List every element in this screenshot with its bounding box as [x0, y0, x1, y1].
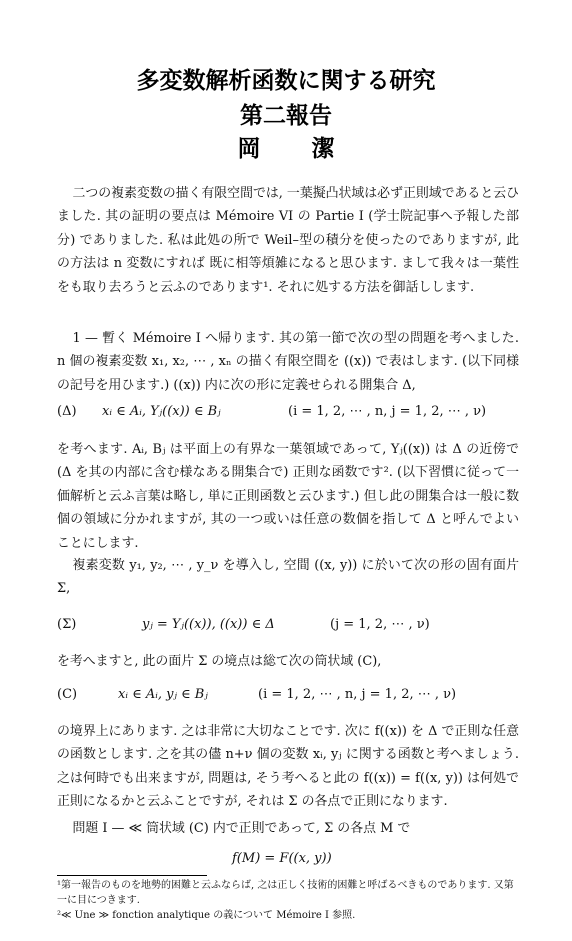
equation-c-body: xᵢ ∈ Aᵢ, yⱼ ∈ Bⱼ	[118, 687, 208, 702]
paragraph-problem-1: 問題 I — ≪ 筒状域 (C) 内で正則であって, Σ の各点 M で	[72, 821, 411, 836]
footnote-1: ¹第一報告のものを地勢的困難と云ふならば, 之は正しく技術的困難と呼ばるべきものであります. 又第一に目につきます.	[57, 880, 514, 906]
equation-sigma-body: yⱼ = Yⱼ((x)), ((x)) ∈ Δ	[142, 617, 275, 632]
paragraph-delta-description: を考へます. Aᵢ, Bⱼ は平面上の有界な一葉領域であって, Yⱼ((x)) は Δ の近傍で (Δ を其の内部に含む様なある開集合で) 正則な函数です². (以下習慣に従って一価解析と云ふ言葉は略し, 単に正則函数と云ひます.) 但し此の開集合は一般に数個の領域に分かれますが, 其の一つ或いは任意の数個を指して Δ と呼んでよいことにします.	[57, 442, 519, 551]
report-subtitle: 第二報告	[240, 103, 332, 129]
equation-sigma-range: (j = 1, 2, ⋯ , ν)	[330, 617, 430, 632]
equation-delta-range: (i = 1, 2, ⋯ , n, j = 1, 2, ⋯ , ν)	[288, 404, 487, 419]
equation-c-range: (i = 1, 2, ⋯ , n, j = 1, 2, ⋯ , ν)	[258, 687, 457, 702]
paragraph-new-variables: 複素変数 y₁, y₂, ⋯ , y_ν を導入し, 空間 ((x, y)) に於いて次の形の固有面片 Σ,	[57, 558, 519, 597]
equation-f-of-m: f(M) = F((x, y))	[232, 851, 332, 866]
equation-c-label: (C)	[57, 687, 78, 702]
paragraph-regularity: の境界上にあります. 之は非常に大切なことです. 次に f((x)) を Δ で正則な任意の函数とします. 之を其の儘 n+ν 個の変数 xᵢ, yⱼ に関する函数と考へましょう. 之は何時でも出来ますが, 問題は, そう考へると此の f((x)) = f((x, y)) は何処で正則になるかと云ふことですが, それは Σ の各点で正則になります.	[57, 724, 519, 810]
author-name: 岡 潔	[237, 136, 349, 162]
footnote-2: ²≪ Une ≫ fonction analytique の義について Mémoire I 参照.	[57, 910, 356, 921]
paragraph-section-1: 1 — 暫く Mémoire I へ帰ります. 其の第一節で次の型の問題を考へました. n 個の複素変数 x₁, x₂, ⋯ , xₙ の描く有限空間を ((x)) で表はします. (以下同様の記号を用ひます.) ((x)) 内に次の形に定義せられる開集合 Δ,	[57, 331, 519, 393]
equation-delta-body: xᵢ ∈ Aᵢ, Yⱼ((x)) ∈ Bⱼ	[102, 404, 221, 419]
paper-title: 多変数解析函数に関する研究	[136, 68, 436, 94]
equation-sigma-label: (Σ)	[57, 617, 77, 632]
paragraph-boundary: を考へますと, 此の面片 Σ の境点は総て次の筒状域 (C),	[57, 654, 382, 669]
paragraph-intro: 二つの複素変数の描く有限空間では, 一葉擬凸状域は必ず正則域であると云ひました. 其の証明の要点は Mémoire VI の Partie I (学士院記事へ予報した部分) でありました. 私は此処の所で Weil–型の積分を使ったのでありますが, 此の方法は n 変数にすれば 既に相等煩雑になると思ひます. まして我々は一葉性をも取り去ろうと云ふのであります¹. それに処する方法を御話しします.	[57, 186, 519, 295]
equation-delta-label: (Δ)	[57, 404, 77, 419]
footnote-rule	[57, 875, 207, 876]
